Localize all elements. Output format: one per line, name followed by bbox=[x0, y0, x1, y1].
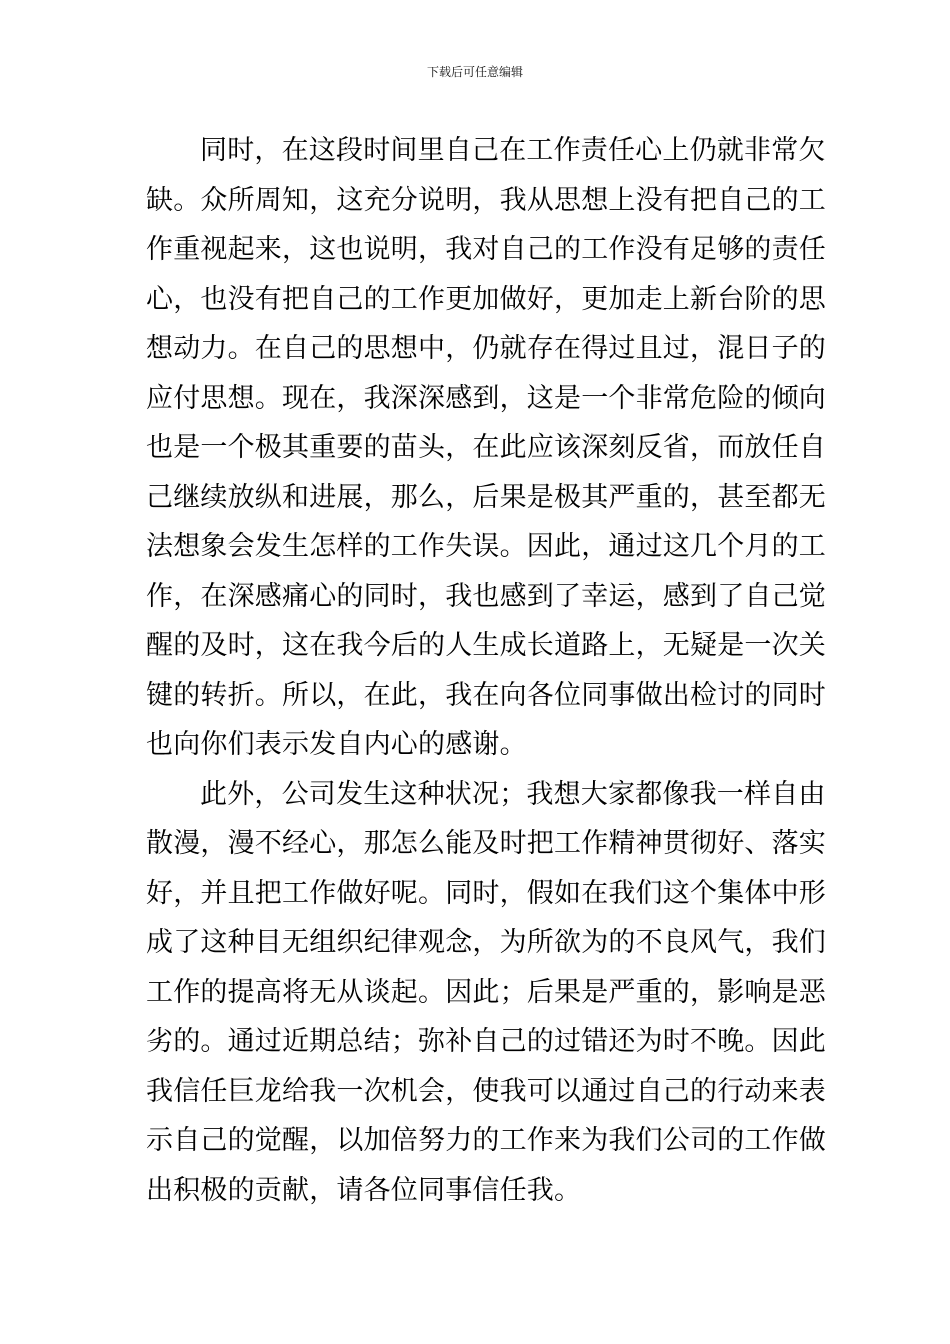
text-line: 成了这种目无组织纪律观念，为所欲为的不良风气，我们 bbox=[146, 927, 826, 958]
text-line: 想动力。在自己的思想中，仍就存在得过且过，混日子的 bbox=[146, 333, 826, 364]
text-line: 同时，在这段时间里自己在工作责任心上仍就非常欠 bbox=[200, 135, 826, 166]
text-line: 己继续放纵和进展，那么，后果是极其严重的，甚至都无 bbox=[146, 481, 826, 513]
text-line: 出积极的贡献，请各位同事信任我。 bbox=[146, 1174, 582, 1206]
text-line: 醒的及时，这在我今后的人生成长道路上，无疑是一次关 bbox=[146, 630, 826, 661]
text-line: 也是一个极其重要的苗头，在此应该深刻反省，而放任自 bbox=[146, 432, 826, 463]
text-line: 示自己的觉醒，以加倍努力的工作来为我们公司的工作做 bbox=[146, 1125, 826, 1156]
text-line: 散漫，漫不经心，那怎么能及时把工作精神贯彻好、落实 bbox=[146, 828, 826, 859]
text-line: 心，也没有把自己的工作更加做好，更加走上新台阶的思 bbox=[146, 283, 826, 315]
text-line: 作重视起来，这也说明，我对自己的工作没有足够的责任 bbox=[146, 234, 826, 265]
text-line: 我信任巨龙给我一次机会，使我可以通过自己的行动来表 bbox=[146, 1075, 826, 1107]
text-line: 法想象会发生怎样的工作失误。因此，通过这几个月的工 bbox=[146, 531, 826, 562]
text-line: 工作的提高将无从谈起。因此；后果是严重的，影响是恶 bbox=[146, 976, 826, 1008]
text-line: 好，并且把工作做好呢。同时，假如在我们这个集体中形 bbox=[146, 877, 826, 909]
text-line: 应付思想。现在，我深深感到，这是一个非常危险的倾向 bbox=[146, 382, 826, 414]
text-line: 作，在深感痛心的同时，我也感到了幸运，感到了自己觉 bbox=[146, 580, 826, 612]
text-line: 也向你们表示发自内心的感谢。 bbox=[146, 729, 527, 760]
text-line: 此外，公司发生这种状况；我想大家都像我一样自由 bbox=[200, 778, 826, 810]
text-line: 劣的。通过近期总结；弥补自己的过错还为时不晚。因此 bbox=[146, 1026, 826, 1057]
text-line: 缺。众所周知，这充分说明，我从思想上没有把自己的工 bbox=[146, 184, 826, 216]
document-body bbox=[146, 126, 826, 1215]
text-line: 键的转折。所以，在此，我在向各位同事做出检讨的同时 bbox=[146, 679, 826, 711]
paragraph-1 bbox=[146, 126, 826, 770]
page-header: 下载后可任意编辑 bbox=[426, 65, 523, 79]
paragraph-2 bbox=[146, 770, 826, 1216]
